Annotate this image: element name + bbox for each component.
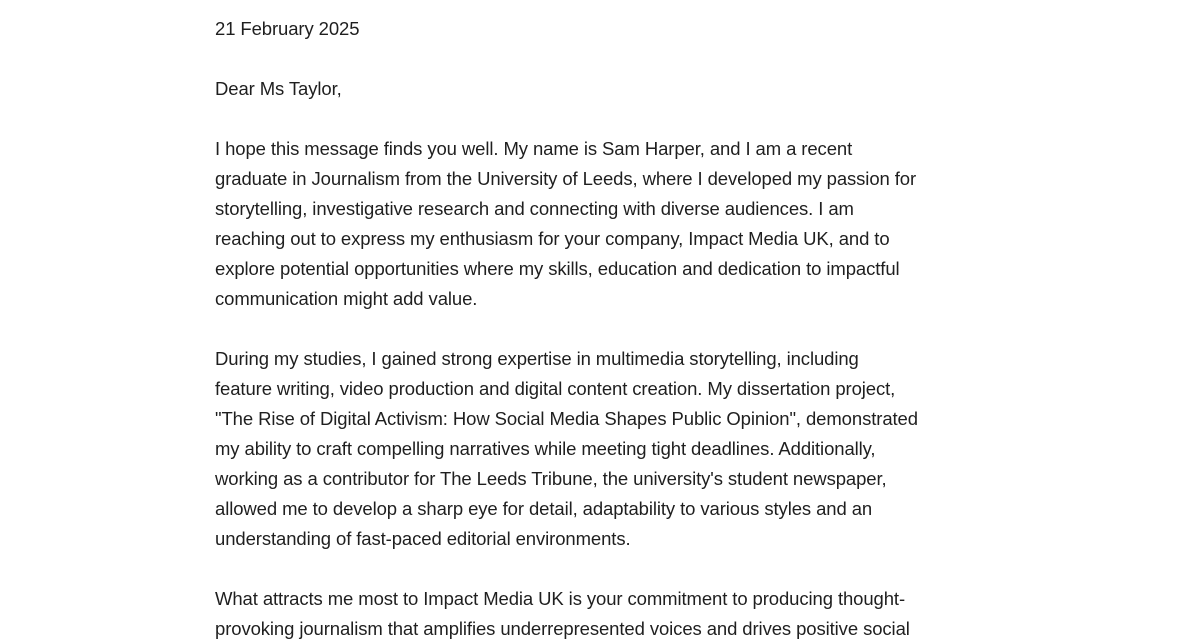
letter-date: 21 February 2025 [215, 18, 360, 39]
paragraph-line: I hope this message finds you well. My name is Sam Harper, and I am a recent [215, 138, 853, 159]
paragraph-line: feature writing, video production and digital content creation. My dissertation project, [215, 378, 896, 399]
paragraph-line: "The Rise of Digital Activism: How Social Media Shapes Public Opinion", demonstrated [215, 408, 918, 429]
paragraph-intro [215, 134, 985, 314]
paragraph-line: communication might add value. [215, 288, 478, 309]
paragraph-motivation [215, 584, 985, 644]
paragraph-line: What attracts me most to Impact Media UK is your commitment to producing thought- [215, 588, 906, 609]
paragraph-line: explore potential opportunities where my skills, education and dedication to impactful [215, 258, 900, 279]
letter-salutation: Dear Ms Taylor, [215, 78, 342, 99]
paragraph-line: allowed me to develop a sharp eye for detail, adaptability to various styles and an [215, 498, 873, 519]
paragraph-studies [215, 344, 985, 554]
paragraph-line: graduate in Journalism from the University of Leeds, where I developed my passion for [215, 168, 917, 189]
paragraph-line: reaching out to express my enthusiasm for your company, Impact Media UK, and to [215, 228, 890, 249]
paragraph-line: During my studies, I gained strong expertise in multimedia storytelling, including [215, 348, 859, 369]
paragraph-line: working as a contributor for The Leeds Tribune, the university's student newspaper, [215, 468, 887, 489]
letter-body [215, 14, 985, 644]
paragraph-line: storytelling, investigative research and connecting with diverse audiences. I am [215, 198, 854, 219]
paragraph-line: my ability to craft compelling narratives while meeting tight deadlines. Additionally, [215, 438, 876, 459]
paragraph-line: provoking journalism that amplifies underrepresented voices and drives positive social [215, 618, 910, 639]
paragraph-line: understanding of fast-paced editorial environments. [215, 528, 631, 549]
